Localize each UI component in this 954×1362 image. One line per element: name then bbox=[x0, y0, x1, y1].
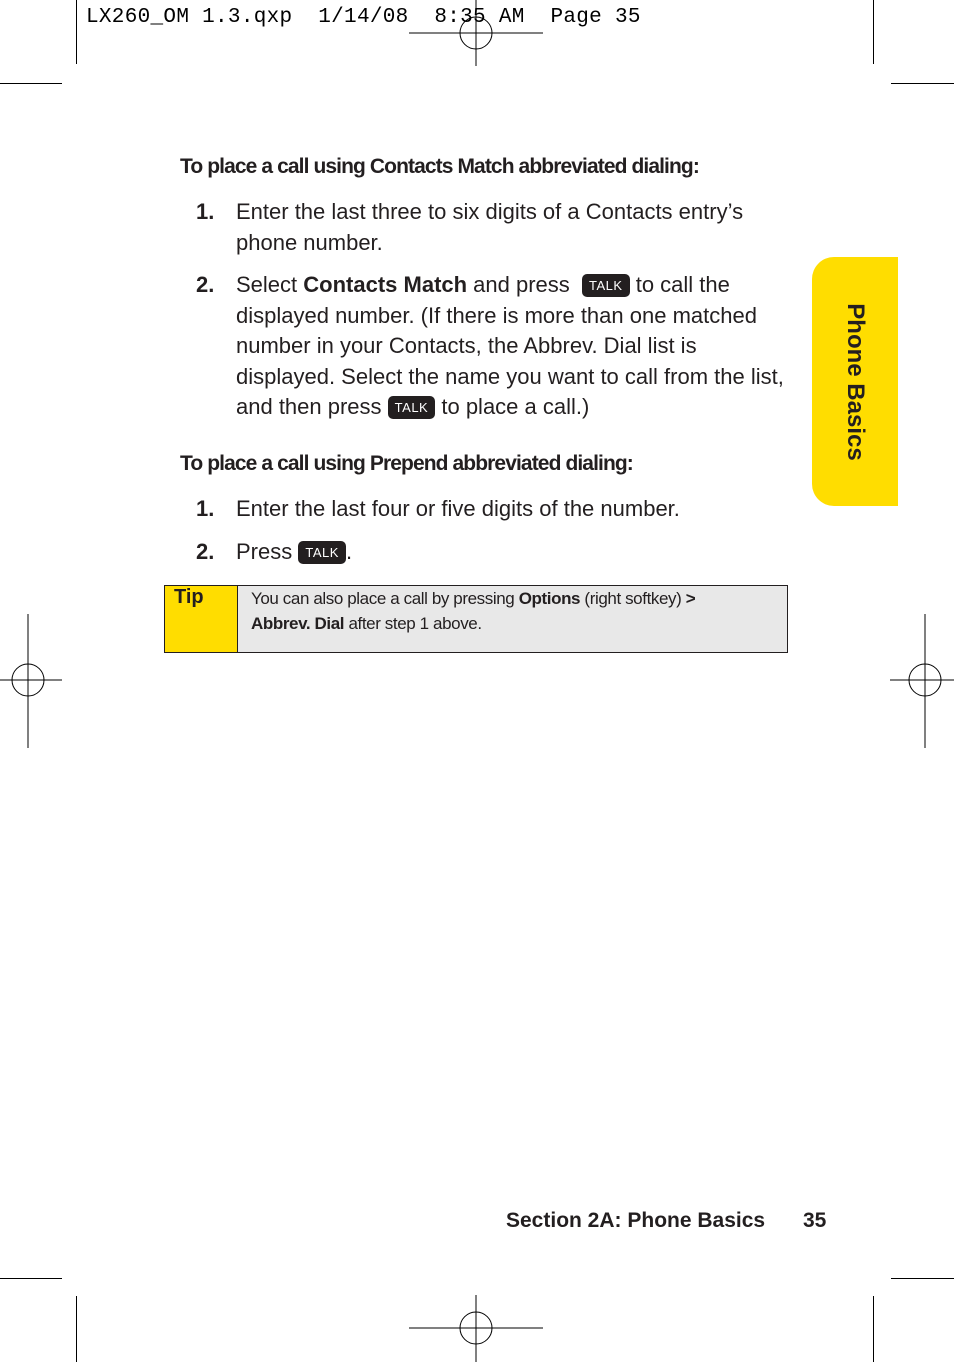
step-line bbox=[236, 537, 352, 568]
crop-mark bbox=[0, 83, 62, 84]
step-text: Press bbox=[236, 539, 293, 564]
crop-mark bbox=[891, 83, 954, 84]
step-text: Enter the last three to six digits of a Contacts entry’s bbox=[236, 199, 744, 224]
step-line bbox=[236, 392, 784, 423]
arrow-glyph: > bbox=[685, 589, 696, 608]
step-number: 2. bbox=[196, 272, 215, 297]
abbrev-dial-label: Abbrev. Dial bbox=[251, 614, 345, 633]
step-text: . bbox=[345, 539, 353, 564]
registration-mark-bottom bbox=[409, 1295, 543, 1362]
crop-mark bbox=[76, 1296, 77, 1362]
registration-mark-left bbox=[0, 614, 62, 748]
crop-mark bbox=[891, 1278, 954, 1279]
tip-label: Tip bbox=[174, 586, 204, 608]
side-tab bbox=[812, 257, 898, 506]
step-text: Select bbox=[236, 272, 304, 297]
step-line bbox=[236, 270, 784, 301]
step-text: displayed number. (If there is more than one matched bbox=[236, 302, 757, 328]
crop-mark bbox=[873, 1296, 874, 1362]
registration-mark-top bbox=[409, 0, 543, 66]
file-slug: LX260_OM 1.3.qxp 1/14/08 8:35 AM Page 35 bbox=[86, 6, 641, 29]
step-number: 2. bbox=[196, 539, 215, 564]
tip-text-part: You can also place a call by pressing bbox=[251, 589, 519, 608]
step-text: to place a call.) bbox=[441, 394, 590, 419]
crop-mark bbox=[0, 1278, 62, 1279]
tip-text-part: (right softkey) bbox=[580, 589, 686, 608]
step-text: phone number. bbox=[236, 229, 383, 255]
step-number: 1. bbox=[196, 199, 215, 224]
section-heading-prepend: To place a call using Prepend abbreviated dialing: bbox=[180, 452, 633, 475]
step-number: 1. bbox=[196, 496, 215, 521]
crop-mark bbox=[76, 0, 77, 64]
tip-box bbox=[164, 585, 788, 653]
talk-key-icon: TALK bbox=[298, 541, 346, 564]
talk-key-icon: TALK bbox=[388, 396, 436, 419]
crop-mark bbox=[873, 0, 874, 64]
tip-text bbox=[251, 586, 771, 636]
footer-section-title: Section 2A: Phone Basics bbox=[506, 1209, 766, 1232]
side-tab-label: Phone Basics bbox=[842, 303, 869, 461]
section-heading-contacts-match: To place a call using Contacts Match abbreviated dialing: bbox=[180, 155, 699, 178]
step-text: Enter the last four or five digits of the number. bbox=[236, 496, 680, 521]
tip-label-cell bbox=[165, 586, 238, 652]
options-label: Options bbox=[518, 589, 581, 608]
step-text: displayed. Select the name you want to call from the list, bbox=[236, 363, 784, 389]
step-text: and then press bbox=[236, 394, 382, 419]
step-text: to call the bbox=[635, 272, 730, 297]
step-text: number in your Contacts, the Abbrev. Dial list is bbox=[236, 333, 697, 358]
talk-key-icon: TALK bbox=[582, 274, 630, 297]
page-number: 35 bbox=[803, 1209, 827, 1232]
contacts-match-label: Contacts Match bbox=[303, 272, 468, 297]
step-text: and press bbox=[467, 272, 570, 297]
registration-mark-right bbox=[890, 614, 954, 748]
tip-text-part: after step 1 above. bbox=[344, 614, 482, 633]
